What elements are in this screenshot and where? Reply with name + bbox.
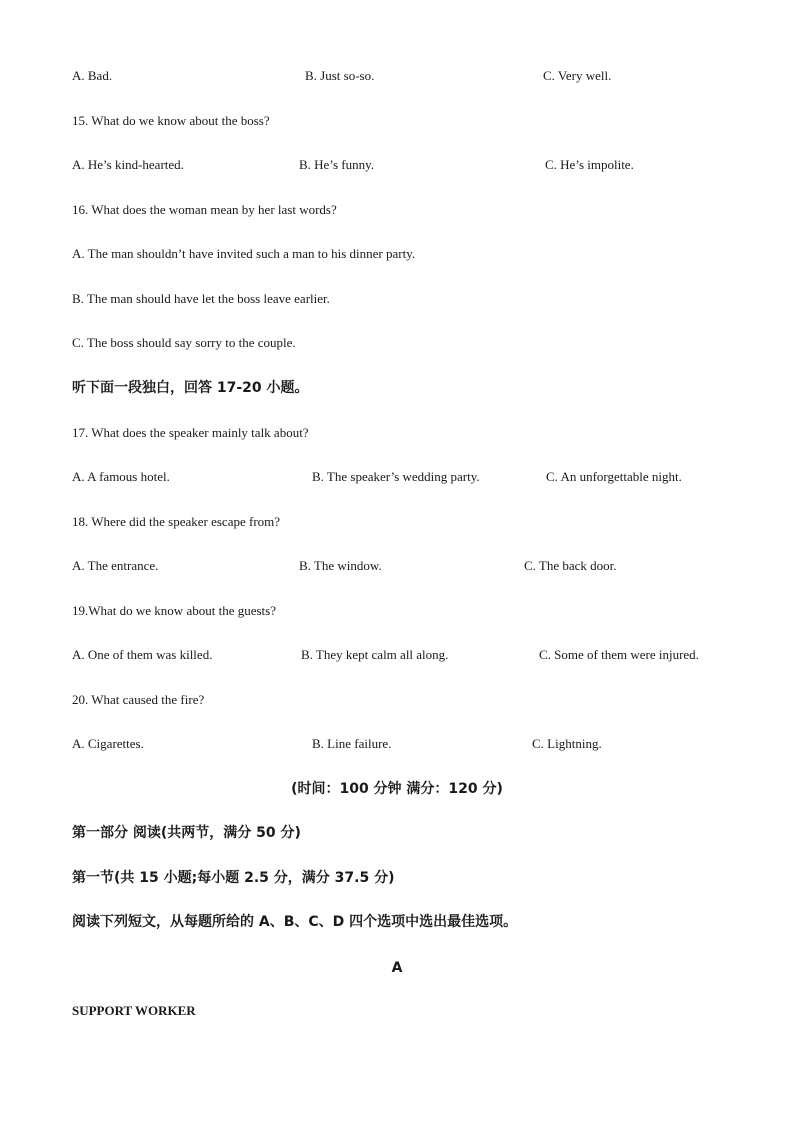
q20-option-c: C. Lightning. [532,736,602,751]
exam-time-info: (时间：100 分钟 满分：120 分) [291,781,503,797]
q14-option-c: C. Very well. [543,68,612,83]
q19-stem: 19.What do we know about the guests? [72,603,276,618]
q16-option-a: A. The man shouldn’t have invited such a man to his dinner party. [72,246,416,261]
q17-option-a: A. A famous hotel. [72,469,170,484]
q19-option-a: A. One of them was killed. [72,647,213,662]
q18-stem: 18. Where did the speaker escape from? [72,514,281,529]
q20-stem: 20. What caused the fire? [72,692,205,707]
part-one-heading: 第一部分 阅读(共两节，满分 50 分) [72,825,301,841]
q15-option-b: B. He’s funny. [299,157,374,172]
q20-option-b: B. Line failure. [312,736,392,751]
q17-stem: 17. What does the speaker mainly talk about? [72,425,309,440]
passage-title: SUPPORT WORKER [72,1003,196,1018]
q17-option-c: C. An unforgettable night. [546,469,682,484]
q19-option-c: C. Some of them were injured. [539,647,699,662]
q15-option-c: C. He’s impolite. [545,157,634,172]
passage-letter: A [391,960,403,976]
q18-option-a: A. The entrance. [72,558,159,573]
q16-option-c: C. The boss should say sorry to the couple. [72,335,296,350]
section-one-heading: 第一节(共 15 小题;每小题 2.5 分，满分 37.5 分) [72,870,395,886]
q19-option-b: B. They kept calm all along. [301,647,449,662]
q16-stem: 16. What does the woman mean by her last words? [72,202,337,217]
q18-option-b: B. The window. [299,558,382,573]
q20-option-a: A. Cigarettes. [72,736,144,751]
q14-option-a: A. Bad. [72,68,113,83]
q17-option-b: B. The speaker’s wedding party. [312,469,480,484]
q14-option-b: B. Just so-so. [305,68,375,83]
q18-option-c: C. The back door. [524,558,617,573]
q16-option-b: B. The man should have let the boss leave earlier. [72,291,330,306]
q15-option-a: A. He’s kind-hearted. [72,157,184,172]
reading-instruction: 阅读下列短文，从每题所给的 A、B、C、D 四个选项中选出最佳选项。 [72,914,518,930]
section-monologue-heading: 听下面一段独白，回答 17-20 小题。 [72,380,309,396]
q15-stem: 15. What do we know about the boss? [72,113,270,128]
